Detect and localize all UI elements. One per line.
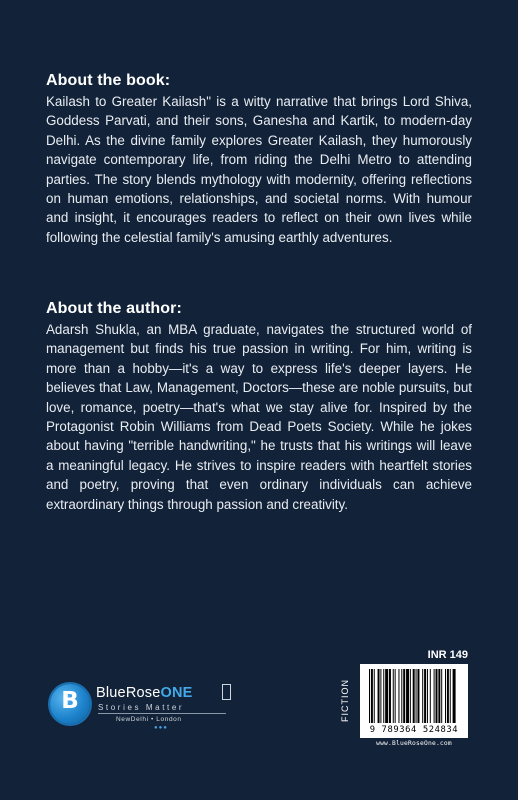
publisher-name [96,685,193,701]
registered-mark-icon [222,684,231,700]
logo-divider [98,713,226,714]
publisher-location: NewDelhi • London [116,716,182,723]
about-book-text: Kailash to Greater Kailash" is a witty narrative that brings Lord Shiva, Goddess Parvati, and their sons, Ganesha and Kartik, to modern-day Delhi. As the divine family explores Greater Kailash, they humorously navigate contemporary life, from riding the Delhi Metro to attending parties. The story blends mythology with modernity, offering reflections on human emotions, relationships, and societal norms. With humour and insight, it encourages readers to reflect on their own lives while following the celestial family's amusing earthly adventures. [46,94,472,245]
isbn-number: 9 789364 524834 [369,725,459,735]
about-author-heading: About the author: [46,300,182,317]
publisher-name-accent: ONE [160,685,193,701]
about-book-section [46,72,472,247]
publisher-tagline: Stories Matter [98,703,185,712]
about-author-text: Adarsh Shukla, an MBA graduate, navigates the structured world of management but finds his true passion in writing. For him, writing is more than a hobby—it's a way to express life's deeper layers. He believes that Law, Management, Doctors—these are noble pursuits, but love, romance, poetry—that's what we stay alive for. Inspired by the Protagonist Robin Williams from Dead Poets Society. While he jokes about having "terrible handwriting," he trusts that his writings will leave a meaningful legacy. He strives to inspire readers with heartfelt stories and poetry, proving that even ordinary individuals can achieve extraordinary things through passion and creativity. [46,322,472,512]
publisher-name-main: BlueRose [96,685,161,701]
publisher-website: www.BlueRoseOne.com [376,740,452,747]
about-book-heading: About the book: [46,72,171,89]
barcode-bars [369,669,459,723]
logo-letter: B [61,688,79,714]
genre-label: FICTION [340,679,350,722]
price-label: INR 149 [427,649,468,661]
publisher-logo [50,680,250,730]
social-icons: ●●● [154,725,168,731]
barcode [360,664,468,738]
about-author-section [46,300,472,514]
